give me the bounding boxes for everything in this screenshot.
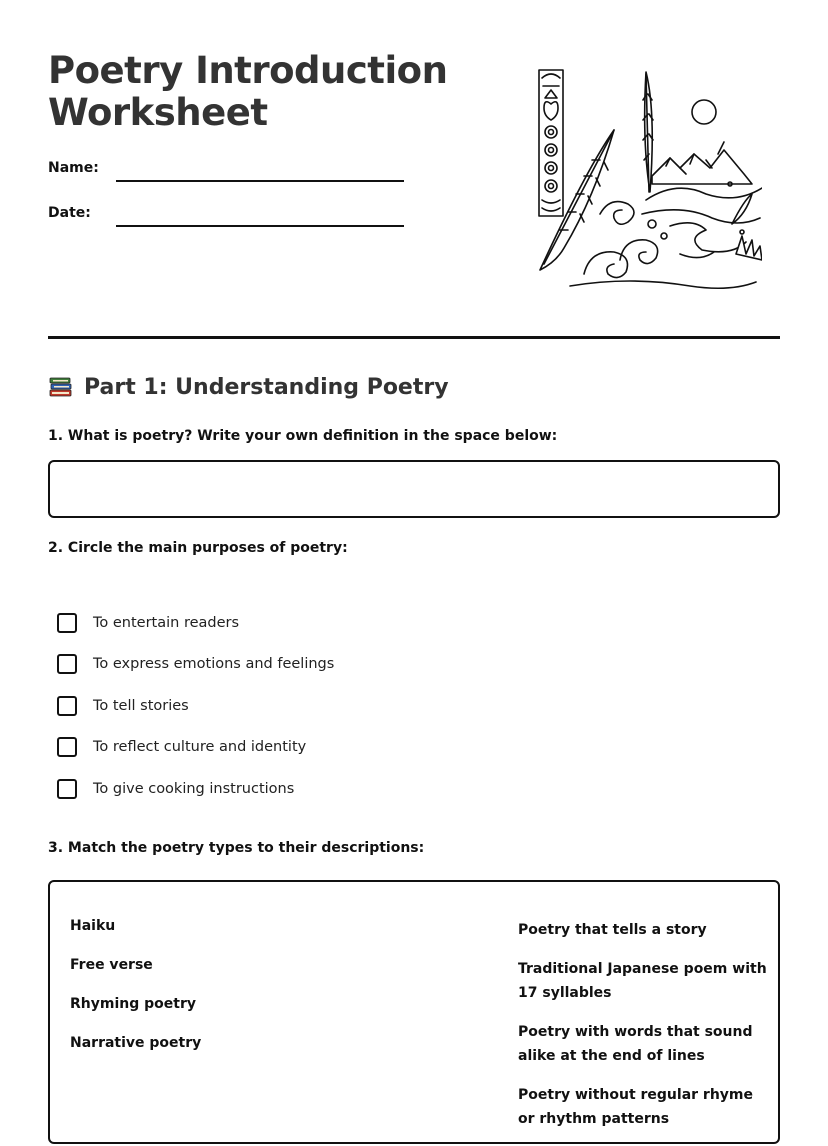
checkbox[interactable] [57,654,77,674]
option-label: To tell stories [93,697,189,714]
date-field[interactable] [116,225,404,227]
definition-answer-box[interactable] [48,460,780,518]
checkbox[interactable] [57,613,77,633]
books-icon [48,374,74,400]
option-label: To give cooking instructions [93,780,295,797]
poetry-description[interactable]: Poetry without regular rhyme or rhythm patterns [518,1086,754,1127]
option-label: To reflect culture and identity [93,739,307,756]
option-express-emotions[interactable] [57,644,334,686]
part1-heading [48,374,449,400]
option-cooking[interactable] [57,768,334,810]
option-label: To entertain readers [93,614,240,631]
poetry-types-list [70,918,201,1074]
poetry-description[interactable]: Poetry with words that sound alike at the end of lines [518,1023,753,1064]
option-entertain[interactable] [57,602,334,644]
date-label: Date: [48,205,91,221]
poetry-description[interactable]: Traditional Japanese poem with 17 syllables [518,960,767,1001]
poetry-type[interactable]: Haiku [70,918,116,934]
checkbox[interactable] [57,779,77,799]
option-tell-stories[interactable] [57,685,334,727]
checkbox[interactable] [57,737,77,757]
purpose-options [57,602,334,810]
question-1: 1. What is poetry? Write your own definition in the space below: [48,428,558,444]
maori-landscape-illustration-icon [530,64,762,296]
poetry-type[interactable]: Narrative poetry [70,1035,202,1051]
matching-box [48,880,780,1144]
name-field[interactable] [116,180,404,182]
question-2: 2. Circle the main purposes of poetry: [48,540,348,556]
poetry-type[interactable]: Free verse [70,957,153,973]
poetry-type[interactable]: Rhyming poetry [70,996,196,1012]
checkbox[interactable] [57,696,77,716]
option-reflect-culture[interactable] [57,727,334,769]
poetry-description[interactable]: Poetry that tells a story [518,922,707,938]
question-3: 3. Match the poetry types to their descriptions: [48,840,425,856]
name-label: Name: [48,160,99,176]
option-label: To express emotions and feelings [93,656,335,673]
descriptions-list [518,918,768,1146]
worksheet-title: Poetry Introduction Worksheet [48,49,448,134]
section-divider [48,336,780,339]
part1-title: Part 1: Understanding Poetry [84,374,449,400]
